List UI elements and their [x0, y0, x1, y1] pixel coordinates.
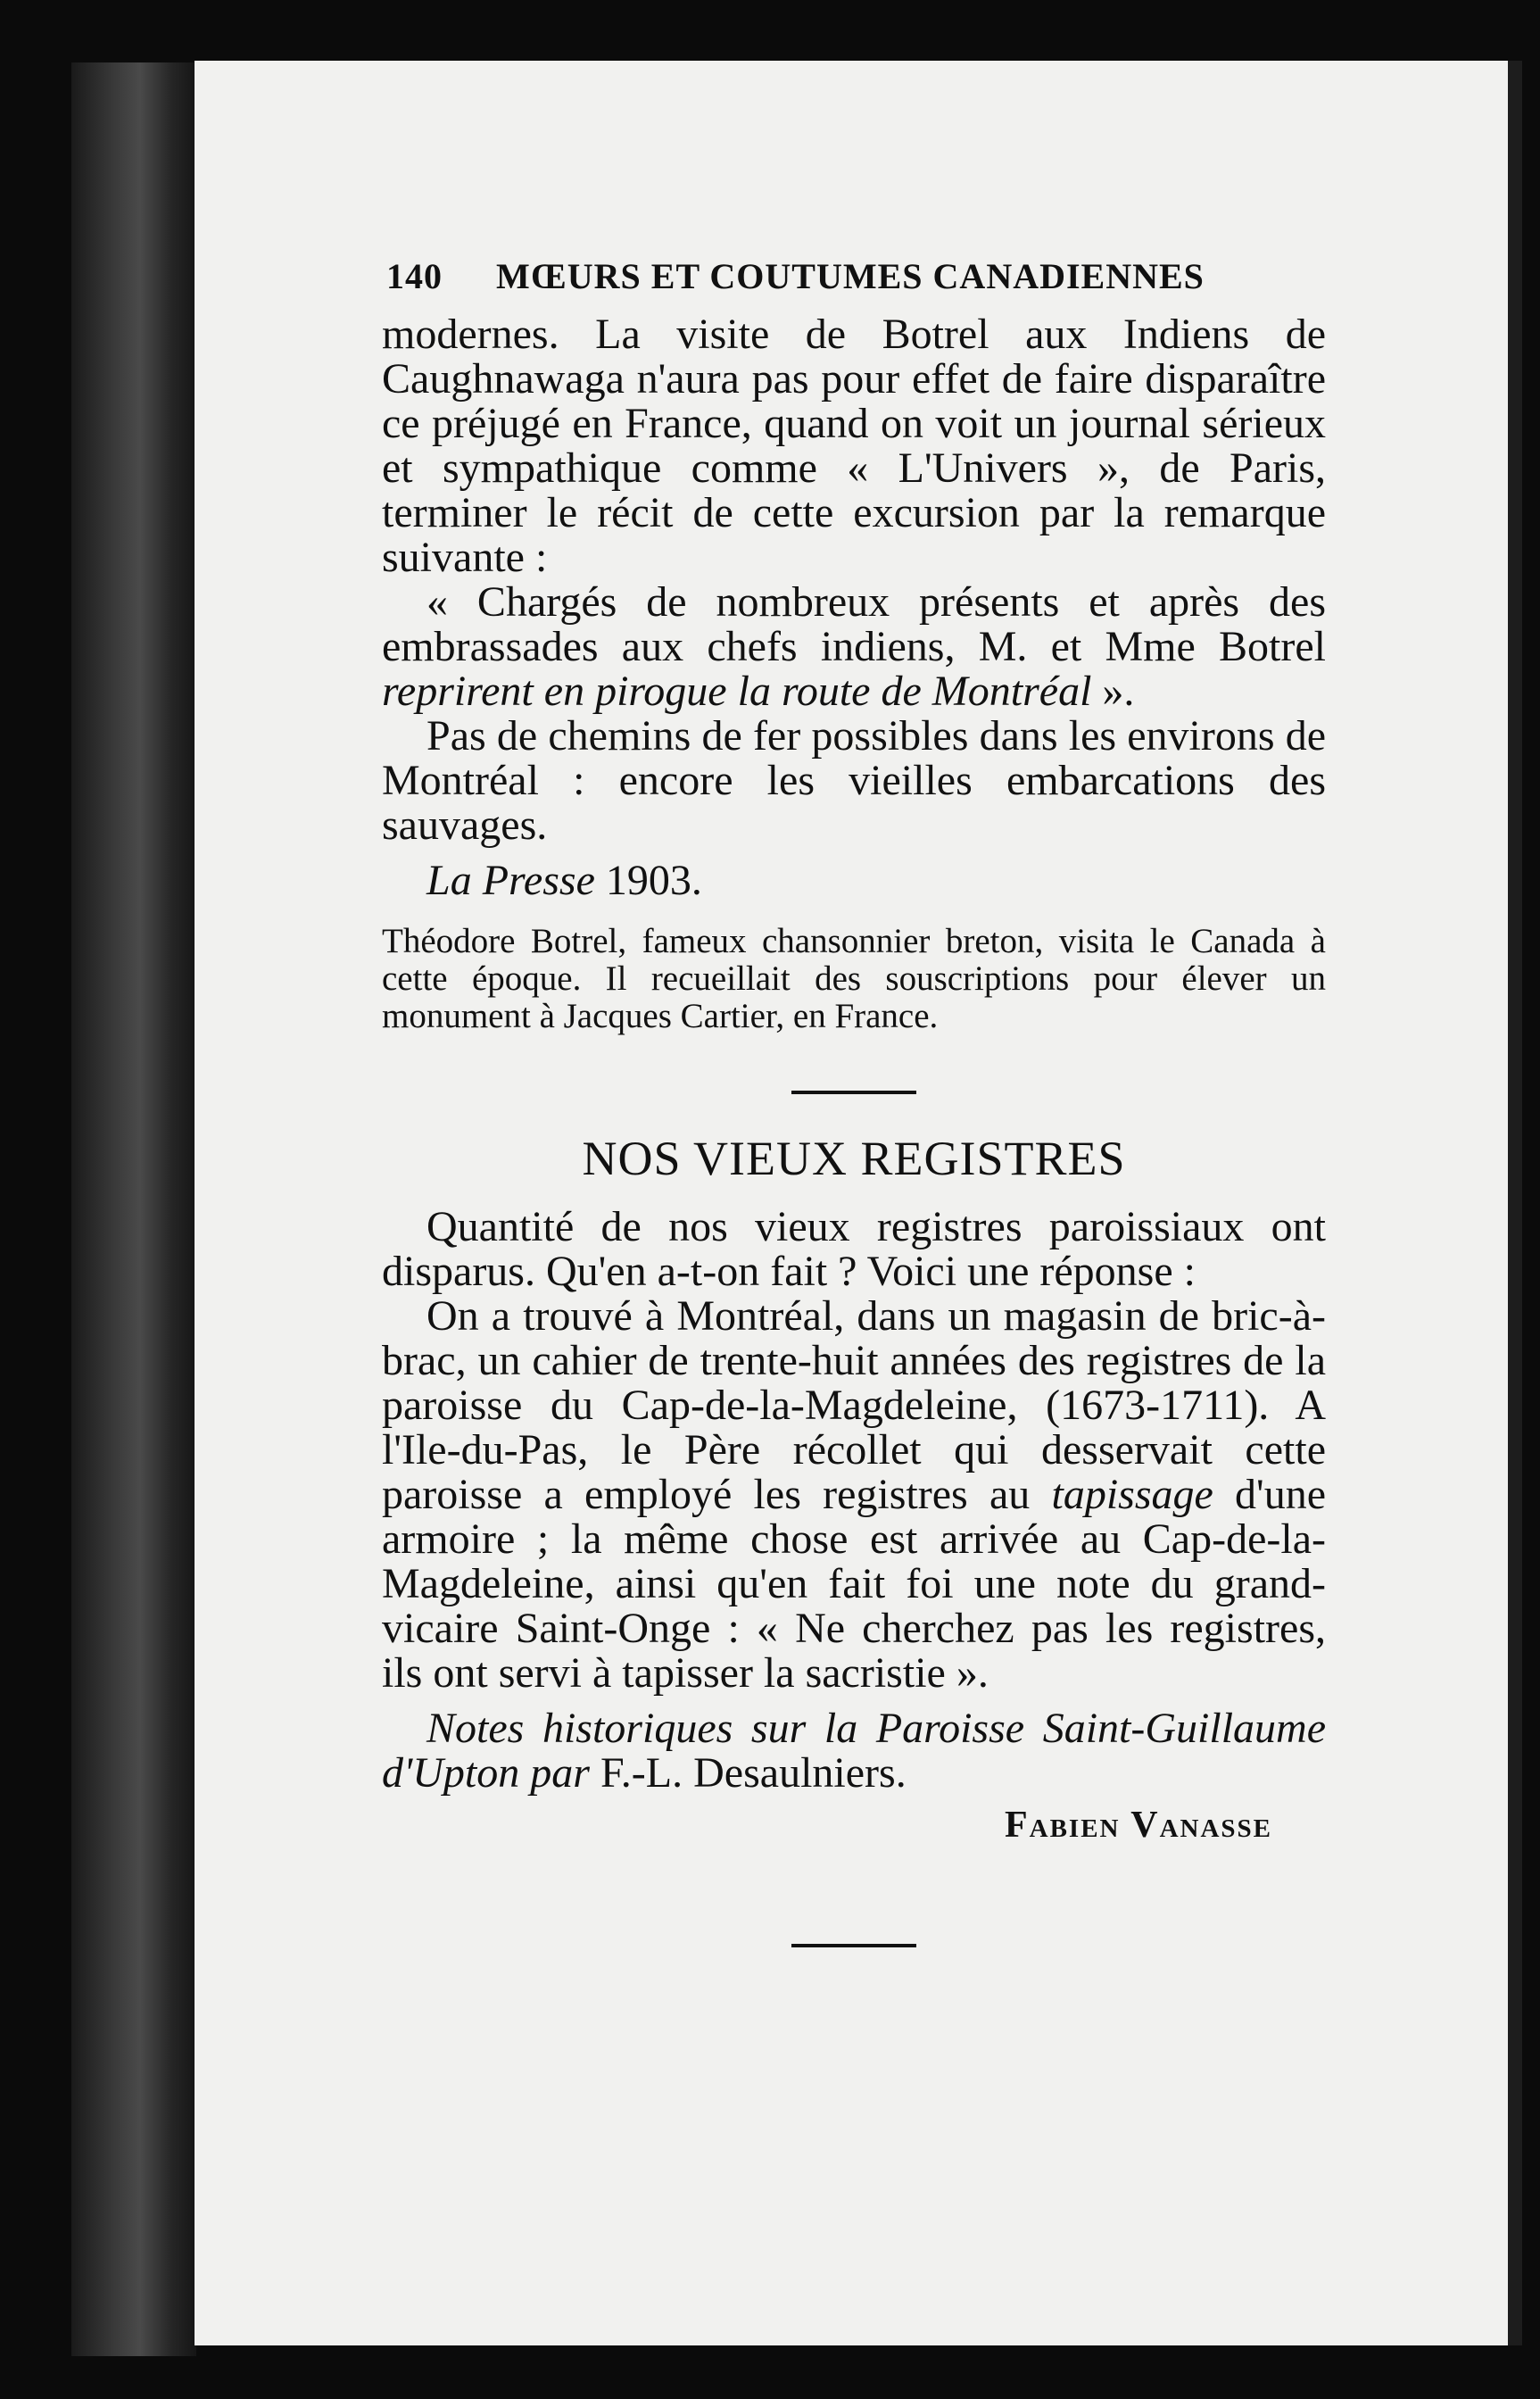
quote-closing: ». — [1091, 668, 1135, 715]
quote-paragraph — [382, 580, 1326, 714]
paragraph-text: On a trouvé à Montréal, dans un magasin de bric-à-brac, un cahier de trente-huit années des registres de la paroisse du Cap-de-la-Magdeleine, (1673-1711). A l'Ile-du-Pas, le Père récollet qui desservait cette paroisse a employé les registres au — [382, 1292, 1326, 1518]
book-spine — [71, 62, 196, 2356]
page-number: 140 — [386, 256, 443, 296]
running-title: MŒURS ET COUTUMES CANADIENNES — [496, 256, 1205, 296]
quote-italic-text: reprirent en pirogue la route de Montréal — [382, 668, 1092, 715]
quote-text: « Chargés de nombreux présents et après des embrassades aux chefs indiens, M. et Mme Botrel — [382, 578, 1326, 670]
paragraph: Quantité de nos vieux registres paroissiaux ont disparus. Qu'en a-t-on fait ? Voici une réponse : — [382, 1203, 1326, 1295]
section-divider — [791, 1944, 916, 1947]
signature: Fabien Vanasse — [1004, 1805, 1272, 1846]
section-divider — [791, 1091, 916, 1094]
source-citation — [382, 859, 1326, 903]
paragraph-text: d'une armoire ; la même chose est arrivée au Cap-de-la-Magdeleine, ainsi qu'en fait foi une note du grand-vicaire Saint-Onge : « Ne cherchez pas les registres, ils ont servi à tapisser la sacristie ». — [382, 1471, 1327, 1697]
paragraph: Pas de chemins de fer possibles dans les environs de Montréal : encore les vieilles embarcations des sauvages. — [382, 712, 1326, 849]
page-content — [382, 312, 1326, 1947]
footnote: Théodore Botrel, fameux chansonnier breton, visita le Canada à cette époque. Il recueillait des souscriptions pour élever un monument à Jacques Cartier, en France. — [382, 922, 1326, 1035]
page-edge — [1508, 61, 1522, 2345]
paragraph: modernes. La visite de Botrel aux Indiens de Caughnawaga n'aura pas pour effet de faire disparaître ce préjugé en France, quand on voit un journal sérieux et sympathique comme « L'Univers », de Paris, terminer le récit de cette excursion par la remarque suivante : — [382, 311, 1326, 581]
source-title: La Presse — [426, 857, 595, 904]
paragraph — [382, 1294, 1326, 1696]
source-year: 1903. — [594, 857, 702, 904]
source-citation — [382, 1706, 1326, 1796]
running-header — [386, 255, 1356, 297]
source-author: F.-L. Desaulniers. — [589, 1749, 907, 1797]
paragraph-italic-text: tapissage — [1051, 1471, 1213, 1518]
section-title: NOS VIEUX REGISTRES — [582, 1132, 1126, 1185]
source-title: Notes historiques sur la Paroisse Saint-Guillaume d'Upton par — [382, 1705, 1326, 1797]
book-page — [195, 61, 1508, 2345]
